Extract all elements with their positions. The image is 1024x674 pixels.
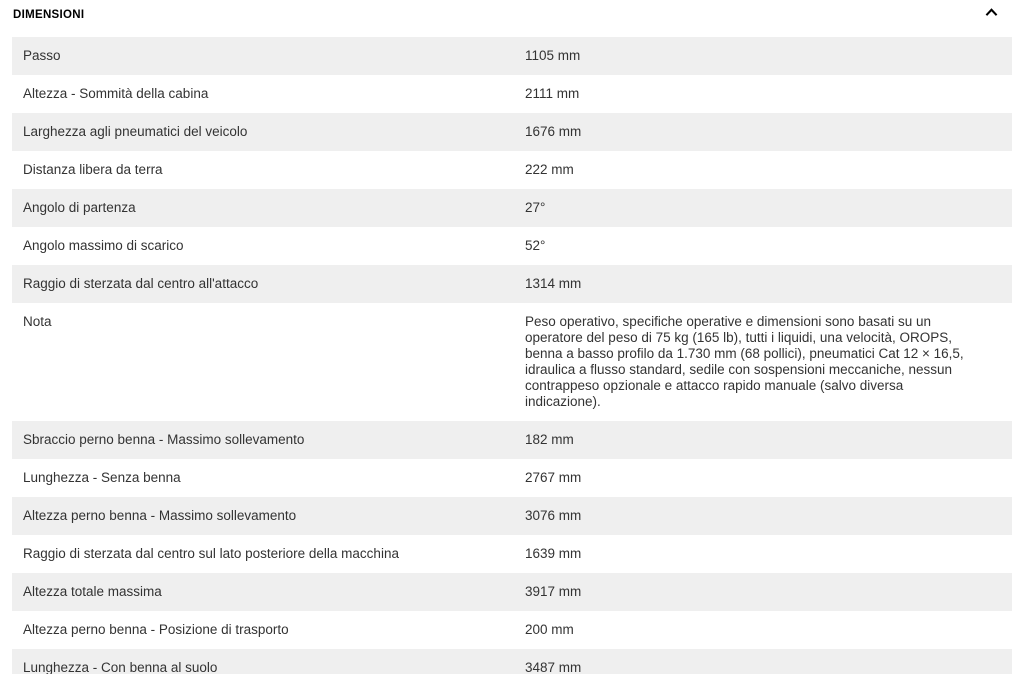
spec-value: 1676 mm: [525, 124, 582, 139]
spec-label: Altezza perno benna - Massimo sollevamento: [23, 508, 297, 523]
spec-label: Altezza perno benna - Posizione di trasporto: [23, 622, 289, 637]
spec-label: Lunghezza - Senza benna: [23, 470, 181, 485]
table-row: [12, 151, 1012, 189]
spec-label: Angolo di partenza: [23, 200, 136, 215]
spec-value: 2111 mm: [525, 86, 580, 101]
spec-value: 182 mm: [525, 432, 574, 447]
spec-value: 200 mm: [525, 622, 574, 637]
spec-value: 1314 mm: [525, 276, 582, 291]
section-header[interactable]: [0, 0, 1024, 37]
spec-label: Distanza libera da terra: [23, 162, 163, 177]
table-row: [12, 459, 1012, 497]
spec-value: 52°: [525, 238, 546, 253]
spec-value: 222 mm: [525, 162, 574, 177]
table-row: [12, 37, 1012, 75]
spec-value: Peso operativo, specifiche operative e dimensioni sono basati su un operatore del peso di 75 kg (165 lb), tutti i liquidi, una velocità, OROPS, benna a basso profilo da 1.730 mm (68 pollici), pneumatici Cat 12 × 16,5, idraulica a flusso standard, sedile con sospensioni meccaniche, nessun contrappeso opzionale e attacco rapido manuale (salvo diversa indicazione).: [525, 314, 964, 409]
spec-label: Lunghezza - Con benna al suolo: [23, 660, 218, 674]
spec-label: Altezza - Sommità della cabina: [23, 86, 209, 101]
table-row: [12, 497, 1012, 535]
table-row: [12, 573, 1012, 611]
spec-value: 3917 mm: [525, 584, 582, 599]
table-row: [12, 303, 1012, 421]
spec-label: Angolo massimo di scarico: [23, 238, 184, 253]
spec-label: Passo: [23, 48, 61, 63]
table-row: [12, 611, 1012, 649]
spec-label: Larghezza agli pneumatici del veicolo: [23, 124, 248, 139]
table-row: [12, 189, 1012, 227]
section-title: DIMENSIONI: [13, 9, 85, 21]
spec-label: Sbraccio perno benna - Massimo sollevamento: [23, 432, 305, 447]
table-row: [12, 113, 1012, 151]
spec-value: 3487 mm: [525, 660, 582, 674]
spec-value: 2767 mm: [525, 470, 582, 485]
specs-table: [12, 37, 1012, 674]
spec-value: 1105 mm: [525, 48, 581, 63]
spec-label: Altezza totale massima: [23, 584, 162, 599]
chevron-up-icon[interactable]: [985, 8, 998, 17]
spec-label: Raggio di sterzata dal centro sul lato posteriore della macchina: [23, 546, 399, 561]
table-row: [12, 265, 1012, 303]
spec-value: 27°: [525, 200, 546, 215]
spec-label: Raggio di sterzata dal centro all'attacco: [23, 276, 259, 291]
spec-value: 1639 mm: [525, 546, 582, 561]
table-row: [12, 421, 1012, 459]
table-row: [12, 227, 1012, 265]
table-row: [12, 535, 1012, 573]
table-row: [12, 75, 1012, 113]
spec-label: Nota: [23, 314, 52, 329]
spec-value: 3076 mm: [525, 508, 582, 523]
table-row: [12, 649, 1012, 674]
